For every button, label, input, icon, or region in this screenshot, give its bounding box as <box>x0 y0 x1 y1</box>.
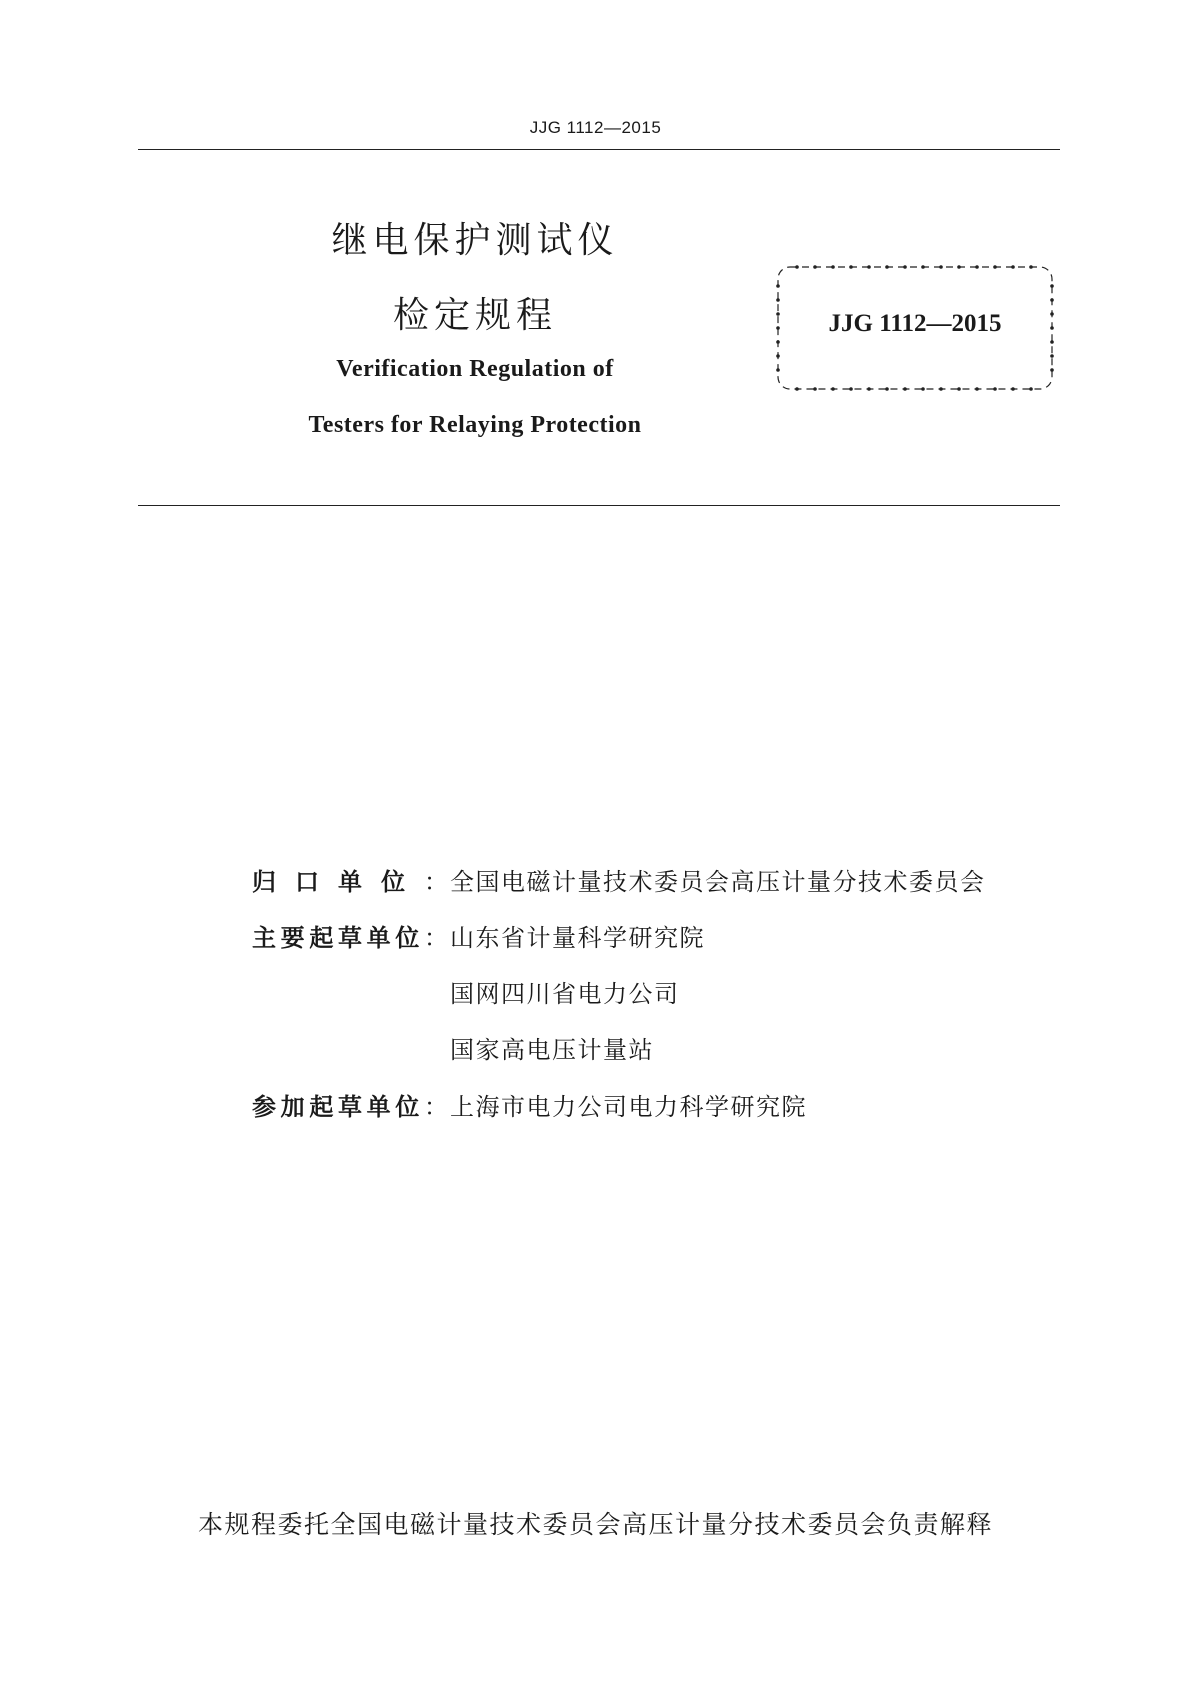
border-dot <box>885 265 889 269</box>
label-char: 主 <box>252 924 276 952</box>
border-dot <box>1050 284 1054 288</box>
border-dot <box>1050 298 1054 302</box>
participating-drafting-unit-value: 上海市电力公司电力科学研究院 <box>450 1093 807 1121</box>
border-dot <box>921 387 925 391</box>
title-chinese-line-1: 继电保护测试仪 <box>331 220 619 261</box>
standard-code-text: JJG 1112—2015 <box>828 310 1002 337</box>
header-standard-code: JJG 1112—2015 <box>529 118 662 137</box>
border-dot <box>993 265 997 269</box>
border-dot <box>975 265 979 269</box>
label-colon: ： <box>424 868 448 896</box>
title-english-line-1: Verification Regulation of <box>336 356 614 382</box>
responsible-unit-label <box>252 862 448 897</box>
main-drafting-unit-value-3: 国家高电压计量站 <box>450 1036 654 1064</box>
border-dot <box>776 354 780 358</box>
border-dot <box>1050 354 1054 358</box>
title-chinese-line-2: 检定规程 <box>392 295 557 336</box>
border-dot <box>867 265 871 269</box>
top-rule <box>138 149 1060 150</box>
border-dot <box>1029 387 1033 391</box>
border-dot <box>993 387 997 391</box>
border-dot <box>867 387 871 391</box>
label-char: 口 <box>295 868 319 896</box>
label-char: 草 <box>337 1093 362 1121</box>
interpretation-note: 本规程委托全国电磁计量技术委员会高压计量分技术委员会负责解释 <box>197 1510 993 1539</box>
border-dot <box>849 387 853 391</box>
label-char: 加 <box>280 1093 305 1121</box>
border-dot <box>1029 265 1033 269</box>
label-colon: ： <box>423 1093 448 1121</box>
label-char: 单 <box>366 1093 391 1121</box>
main-drafting-unit-label <box>252 918 448 953</box>
label-char: 单 <box>366 924 391 952</box>
border-dot <box>1050 340 1054 344</box>
border-dot <box>903 387 907 391</box>
border-dot <box>921 265 925 269</box>
border-dot <box>939 387 943 391</box>
label-char: 起 <box>309 1093 334 1121</box>
label-char: 起 <box>309 924 334 952</box>
standard-code-box <box>775 264 1055 392</box>
border-dot <box>849 265 853 269</box>
border-dot <box>776 368 780 372</box>
label-char: 位 <box>381 868 405 896</box>
border-dot <box>831 265 835 269</box>
main-drafting-unit-value-1: 山东省计量科学研究院 <box>450 924 705 952</box>
border-dot <box>1050 368 1054 372</box>
title-english-line-2: Testers for Relaying Protection <box>308 412 642 438</box>
responsible-unit-value: 全国电磁计量技术委员会高压计量分技术委员会 <box>450 868 986 896</box>
label-char: 要 <box>280 924 305 952</box>
border-dot <box>813 387 817 391</box>
border-dot <box>795 387 799 391</box>
label-char: 草 <box>337 924 362 952</box>
border-dot <box>957 387 961 391</box>
label-char: 归 <box>252 868 276 896</box>
border-dot <box>1011 265 1015 269</box>
border-dot <box>1011 387 1015 391</box>
border-dot <box>975 387 979 391</box>
border-dot <box>903 265 907 269</box>
label-char: 位 <box>395 1093 420 1121</box>
participating-drafting-unit-label <box>252 1087 448 1122</box>
main-drafting-unit-value-2: 国网四川省电力公司 <box>450 980 680 1008</box>
border-dot <box>795 265 799 269</box>
border-dot <box>885 387 889 391</box>
border-dot <box>813 265 817 269</box>
border-dot <box>776 284 780 288</box>
border-dot <box>831 387 835 391</box>
bottom-rule <box>138 505 1060 506</box>
border-dot <box>776 340 780 344</box>
label-char: 参 <box>252 1093 276 1121</box>
border-dot <box>776 298 780 302</box>
border-dot <box>939 265 943 269</box>
label-colon: ： <box>423 924 448 952</box>
label-char: 单 <box>338 868 362 896</box>
label-char: 位 <box>395 924 420 952</box>
border-dot <box>957 265 961 269</box>
